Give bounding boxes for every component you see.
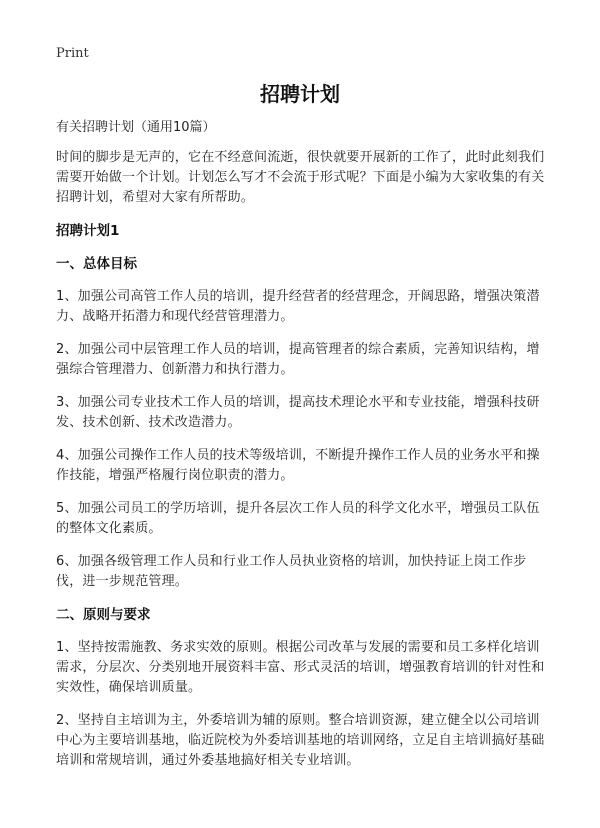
list-item: 5、加强公司员工的学历培训，提升各层次工作人员的科学文化水平，增强员工队伍的整体文化素质。 — [56, 501, 540, 536]
list-item: 3、加强公司专业技术工作人员的培训，提高技术理论水平和专业技能，增强科技研发、技术创新、技术改造潜力。 — [56, 395, 540, 430]
document-body — [56, 118, 550, 784]
list-item: 4、加强公司操作工作人员的技术等级培训，不断提升操作工作人员的业务水平和操作技能，增强严格履行岗位职责的潜力。 — [56, 448, 540, 483]
list-item: 1、坚持按需施教、务求实效的原则。根据公司改革与发展的需要和员工多样化培训需求，分层次、分类别地开展资料丰富、形式灵活的培训，增强教育培训的针对性和实效性，确保培训质量。 — [56, 640, 545, 695]
intro-paragraph: 时间的脚步是无声的，它在不经意间流逝，很快就要开展新的工作了，此时此刻我们需要开始做一个计划。计划怎么写才不会流于形式呢？下面是小编为大家收集的有关招聘计划，希望对大家有所帮助。 — [56, 150, 545, 205]
section-title: 招聘计划1 — [56, 223, 120, 239]
part1-heading: 一、总体目标 — [56, 256, 137, 272]
part2-heading: 二、原则与要求 — [56, 607, 151, 623]
list-item: 6、加强各级管理工作人员和行业工作人员执业资格的培训，加快持证上岗工作步伐，进一步规范管理。 — [56, 554, 527, 589]
document-subtitle: 有关招聘计划（通用10篇） — [56, 120, 216, 135]
page-title: 招聘计划 — [260, 82, 340, 106]
print-label: Print — [56, 46, 89, 61]
list-item: 2、加强公司中层管理工作人员的培训，提高管理者的综合素质，完善知识结构，增强综合管理潜力、创新潜力和执行潜力。 — [56, 342, 540, 377]
list-item: 2、坚持自主培训为主，外委培训为辅的原则。整合培训资源，建立健全以公司培训中心为主要培训基地，临近院校为外委培训基地的培训网络，立足自主培训搞好基础培训和常规培训，通过外委基地搞好相关专业培训。 — [56, 713, 545, 768]
list-item: 1、加强公司高管工作人员的培训，提升经营者的经营理念，开阔思路，增强决策潜力、战略开拓潜力和现代经营管理潜力。 — [56, 289, 540, 324]
